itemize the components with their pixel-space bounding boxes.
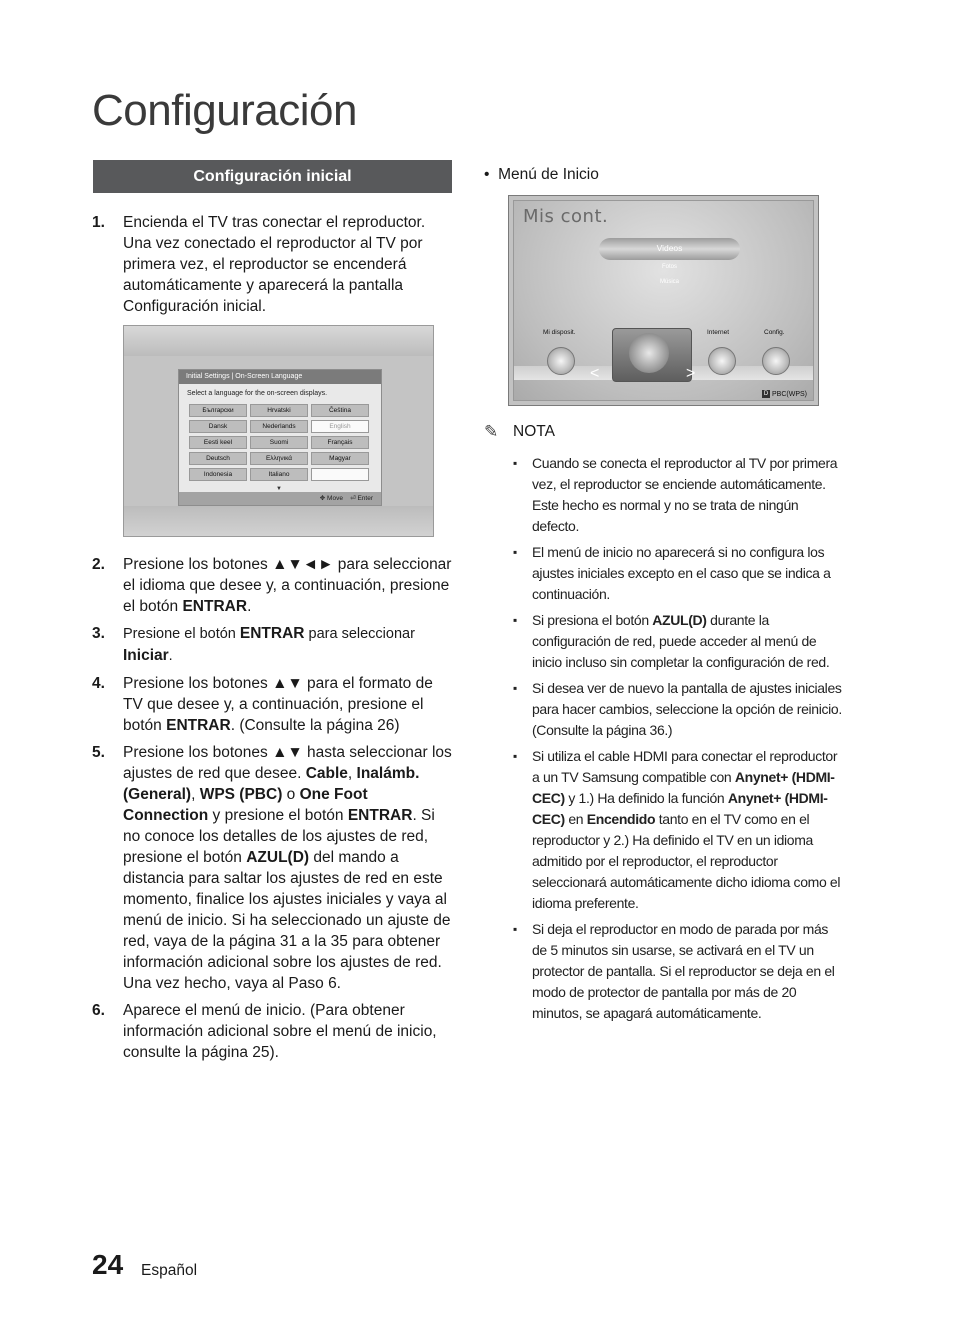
step-text: Encienda el TV tras conectar el reproductor. Una vez conectado el reproductor al TV por primera vez, el reproductor se encenderá automáticamente y aparecerá la pantalla Configuración inicial. [123, 214, 426, 315]
move-icon: ✥ [319, 495, 326, 502]
home-screen-footer [762, 390, 807, 398]
note-segment: El menú de inicio no aparecerá si no configura los ajustes iniciales excepto en el caso que se indica a continuación. [532, 544, 831, 602]
my-devices-icon [547, 347, 575, 375]
step-text: para seleccionar [304, 626, 415, 642]
bullet-icon: ▪ [513, 545, 518, 559]
step-number: 5. [92, 744, 105, 761]
page-language: Español [141, 1262, 198, 1279]
d-button-icon: D [763, 391, 769, 397]
keyword: One Foot Connection [123, 786, 368, 824]
note-keyword: Anynet+ (HDMI-CEC) [532, 790, 828, 827]
language-grid [189, 404, 369, 481]
dialog-title: Initial Settings | On-Screen Language [179, 370, 381, 384]
label-internet: Internet [707, 329, 730, 336]
note-keyword: Anynet+ (HDMI-CEC) [532, 769, 835, 806]
screen-band-top [124, 326, 433, 356]
home-screen-inner [513, 200, 814, 401]
my-contents-icon [612, 328, 692, 382]
language-option[interactable]: Hrvatski [250, 404, 308, 417]
language-option[interactable]: Magyar [311, 452, 369, 465]
home-screen-title: Mis cont. [523, 206, 609, 227]
language-option[interactable]: Deutsch [189, 452, 247, 465]
note-segment: Cuando se conecta el reproductor al TV por primera vez, el reproductor se enciende automáticamente. Este hecho es normal y no se trata de ningún defecto. [532, 455, 838, 534]
note-keyword: Encendido [586, 811, 656, 827]
note-text [532, 610, 843, 673]
label-my-devices: Mi disposit. [543, 329, 576, 336]
note-segment: y 1.) Ha definido la función [564, 790, 728, 806]
menu-musica: Música [659, 279, 679, 285]
keyword: ENTRAR [182, 598, 248, 615]
note-text [532, 453, 843, 537]
language-dialog [178, 369, 382, 506]
step-text: . [247, 598, 252, 615]
dialog-footer [179, 492, 381, 505]
home-menu-screenshot [508, 195, 819, 406]
note-item [513, 746, 843, 914]
settings-gear-icon [762, 347, 790, 375]
language-option[interactable]: Čeština [311, 404, 369, 417]
initial-settings-screenshot [123, 325, 434, 537]
step-5 [92, 742, 454, 994]
note-text [532, 678, 843, 741]
bullet-icon: ▪ [513, 681, 518, 695]
page-title: Configuración [92, 86, 357, 135]
steps-2-6 [92, 554, 454, 1063]
step-text: y presione el botón [208, 807, 348, 824]
step-text: , [191, 786, 200, 803]
note-heading [484, 422, 555, 442]
bullet-icon: ▪ [513, 613, 518, 627]
step-text: . Si no conoce los detalles de los ajustes de red, presione el botón [123, 807, 435, 866]
enter-icon: ⏎ [350, 495, 356, 502]
keyword: Iniciar [123, 647, 169, 664]
bullet-icon: ▪ [513, 922, 518, 936]
home-menu-label: Menú de Inicio [498, 166, 599, 183]
step-6 [92, 1000, 454, 1063]
internet-icon [708, 347, 736, 375]
menu-fotos: Fotos [661, 264, 677, 270]
keyword: ENTRAR [347, 807, 413, 824]
language-option[interactable]: Dansk [189, 420, 247, 433]
note-item [513, 453, 843, 537]
step-4 [92, 673, 454, 736]
pencil-icon: ✎ [484, 422, 499, 441]
note-segment: durante la configuración de red, puede acceder al menú de inicio incluso sin completar la configuración de red. [532, 612, 830, 670]
language-option[interactable]: English [311, 420, 369, 433]
step-number: 4. [92, 675, 105, 692]
footer-enter: Enter [357, 495, 373, 502]
note-item [513, 919, 843, 1024]
step-number: 6. [92, 1002, 105, 1019]
keyword: Cable [305, 765, 348, 782]
step-number: 3. [92, 625, 105, 642]
note-text [532, 542, 843, 605]
bullet-icon: • [484, 166, 490, 183]
dialog-description: Select a language for the on-screen displays. [187, 390, 328, 397]
step-text: , [347, 765, 357, 782]
note-segment: Si deja el reproductor en modo de parada por más de 5 minutos sin usarse, se activará en el TV un protector de pantalla. Si el reproductor se deja en el modo de protector de pantalla por más de 20 minutos, se apagará automáticamente. [532, 921, 835, 1021]
note-segment: Si desea ver de nuevo la pantalla de ajustes iniciales para hacer cambios, seleccione la opción de reinicio. (Consulte la página 36.) [532, 680, 842, 738]
keyword: AZUL(D) [246, 849, 310, 866]
step-text: . (Consulte la página 26) [230, 717, 400, 734]
note-item [513, 678, 843, 741]
screen-band-bottom [124, 506, 433, 536]
note-heading-label: NOTA [513, 423, 555, 440]
step-3 [92, 623, 454, 667]
note-keyword: AZUL(D) [652, 612, 707, 628]
step-text: Presione los botones ▲▼◄► para seleccionar el idioma que desee y, a continuación, presione el botón [123, 556, 452, 615]
language-option[interactable]: Ελληνικά [250, 452, 308, 465]
footer-pbc-wps: PBC(WPS) [772, 390, 807, 398]
step-text: Presione los botones ▲▼ hasta seleccionar los ajustes de red que desee. [123, 744, 452, 782]
step-2 [92, 554, 454, 617]
note-item [513, 542, 843, 605]
step-number: 1. [92, 214, 105, 231]
note-item [513, 610, 843, 673]
note-text [532, 919, 843, 1024]
step-text: . [168, 648, 173, 664]
step-text: del mando a distancia para saltar los ajustes de red en este momento, finalice los ajustes iniciales y vaya al menú de inicio. Si ha seleccionado un ajuste de red, vaya de la página 31 a la 35 para obtener información adicional sobre los ajustes de red. Una vez hecho, vaya al Paso 6. [123, 849, 451, 992]
language-option[interactable]: Български [189, 404, 247, 417]
note-segment: tanto en el TV como en el reproductor y 2.) Ha definido el TV en un idioma admitido por el reproductor, el reproductor seleccionará automáticamente dicho idioma como el idioma preferente. [532, 811, 841, 911]
keyword: ENTRAR [166, 717, 231, 734]
menu-videos: Videos [656, 243, 683, 253]
note-segment: Si presiona el botón [532, 612, 653, 628]
note-text [532, 746, 843, 914]
section-header: Configuración inicial [93, 160, 452, 193]
note-segment: en [564, 811, 587, 827]
step-text: Aparece el menú de inicio. (Para obtener información adicional sobre el menú de inicio, consulte la página 25). [123, 1002, 437, 1061]
language-option[interactable]: Français [311, 436, 369, 449]
bullet-icon: ▪ [513, 749, 518, 763]
home-menu-heading [484, 166, 599, 184]
label-config: Config. [764, 329, 785, 336]
language-option[interactable]: Indonesia [189, 468, 247, 481]
step-number: 2. [92, 556, 105, 573]
chevron-right-icon: > [686, 365, 696, 382]
language-option[interactable]: Nederlands [250, 420, 308, 433]
keyword: Inalámb. (General) [123, 765, 420, 803]
footer-move: Move [327, 495, 343, 502]
step-text: Presione el botón [123, 626, 240, 642]
bullet-icon: ▪ [513, 456, 518, 470]
language-option[interactable]: Suomi [250, 436, 308, 449]
note-list [513, 453, 843, 1029]
scroll-down-icon: ▼ [276, 486, 282, 492]
language-option[interactable]: Eesti keel [189, 436, 247, 449]
language-option[interactable]: Italiano [250, 468, 308, 481]
keyword: ENTRAR [239, 625, 305, 642]
language-option[interactable] [311, 468, 369, 481]
note-segment: Si utiliza el cable HDMI para conectar el reproductor a un TV Samsung compatible con [532, 748, 838, 785]
step-text: o [282, 786, 300, 803]
step-text: Presione los botones ▲▼ para el formato de TV que desee y, a continuación, presione el botón [123, 675, 433, 734]
step-1 [92, 212, 454, 317]
chevron-left-icon: < [590, 365, 600, 382]
page-number: 24 [92, 1249, 124, 1280]
keyword: WPS (PBC) [199, 786, 283, 803]
